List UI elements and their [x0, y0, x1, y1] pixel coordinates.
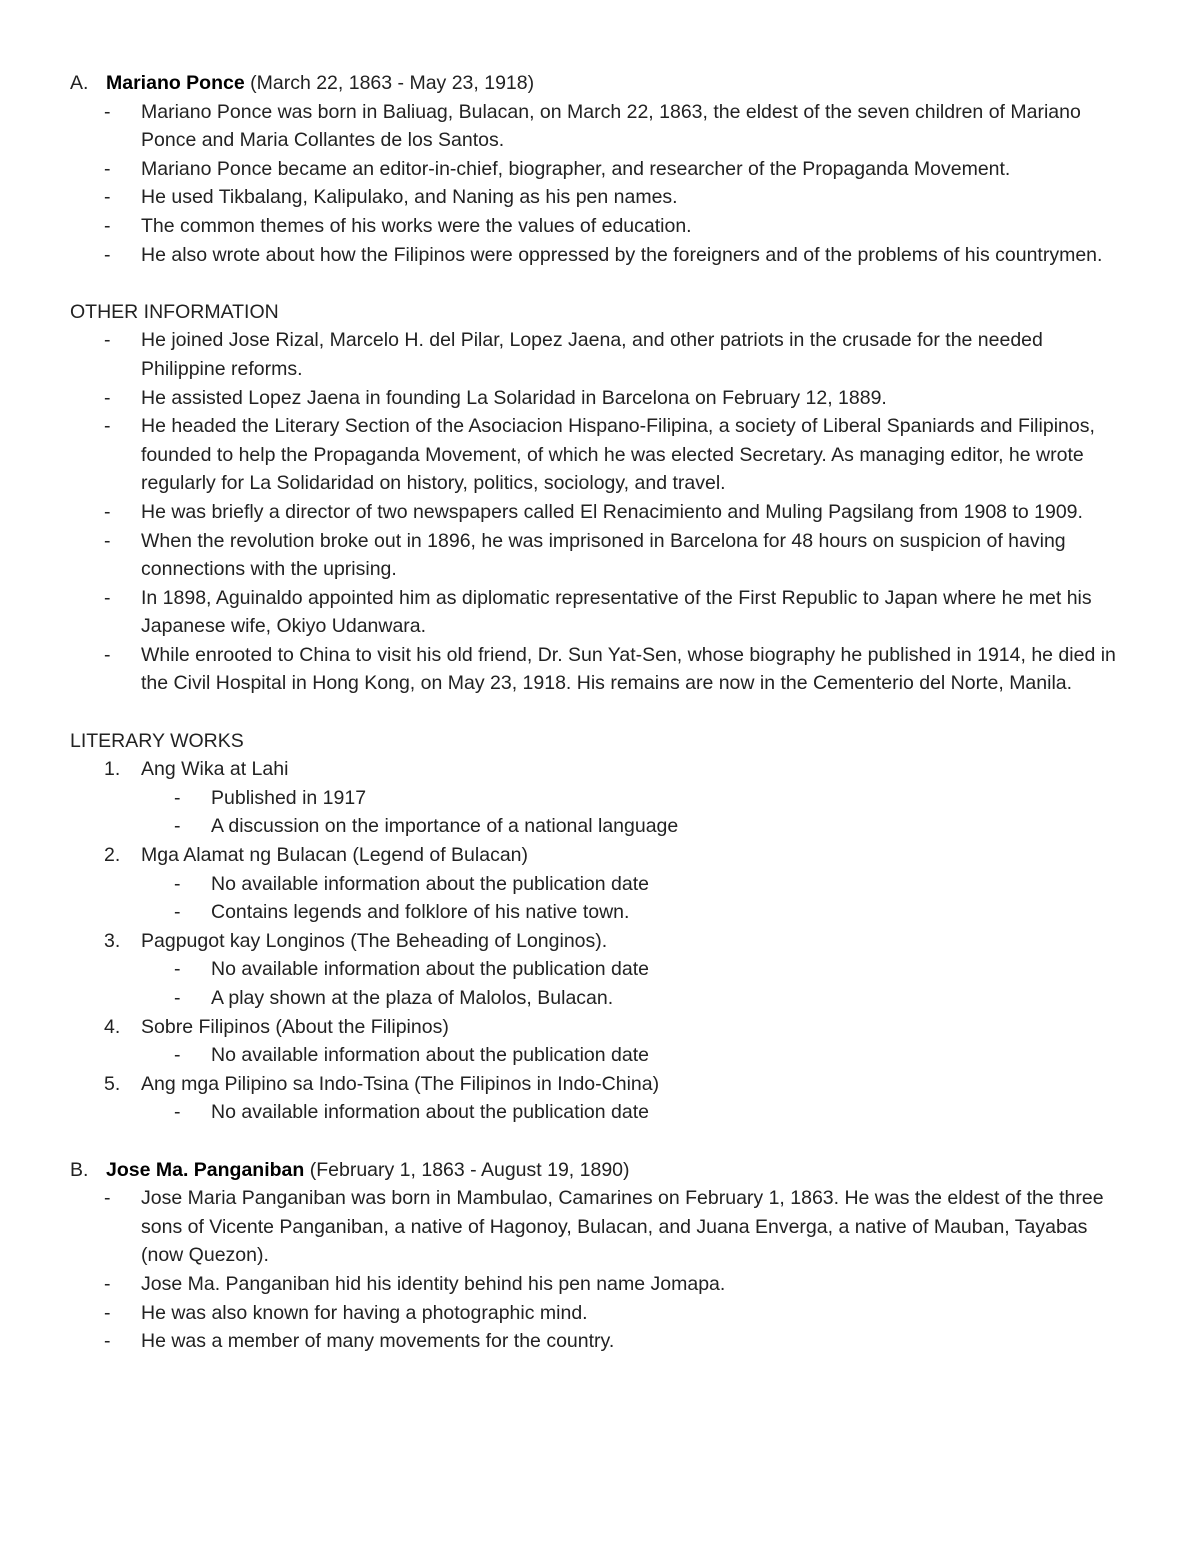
work-note: - A play shown at the plaza of Malolos, Bulacan. [174, 987, 614, 1009]
section-a-dates: (March 22, 1863 - May 23, 1918) [244, 72, 535, 94]
list-item: - He headed the Literary Section of the Asociacion Hispano-Filipina, a society of Liberal Spaniards and Filipinos, founded to help the Propaganda Movement, of which he was elected Secretary. As managing editor, he wrote regularly for La Solidaridad on history, politics, sociology, and travel. [104, 415, 1095, 495]
literary-works-heading: LITERARY WORKS [70, 729, 244, 752]
work-note: - No available information about the publication date [174, 1044, 649, 1067]
section-b-name: Jose Ma. Panganiban [106, 1158, 305, 1181]
list-item: - While enrooted to China to visit his old friend, Dr. Sun Yat-Sen, whose biography he published in 1914, he died in the Civil Hospital in Hong Kong, on May 23, 1918. His remains are now in the Cementerio del Norte, Manila. [104, 643, 1116, 695]
literary-work-item: 1. Ang Wika at Lahi - Published in 1917 - A discussion on the importance of a national language [70, 755, 1130, 841]
section-b-dates: (February 1, 1863 - August 19, 1890) [304, 1158, 630, 1181]
section-b-bullets [70, 1184, 1130, 1356]
spacer [70, 1127, 1130, 1156]
work-note: - No available information about the publication date [174, 958, 649, 981]
work-note: - Contains legends and folklore of his native town. [174, 901, 630, 924]
list-item: - He used Tikbalang, Kalipulako, and Naning as his pen names. [104, 186, 678, 209]
list-item: - He was also known for having a photographic mind. [104, 1301, 588, 1324]
list-item: - Jose Maria Panganiban was born in Mambulao, Camarines on February 1, 1863. He was the eldest of the three sons of Vicente Panganiban, a native of Hagonoy, Bulacan, and Juana Enverga, a native of Mauban, Tayabas (now Quezon). [104, 1187, 1104, 1267]
section-a-heading [70, 69, 1130, 98]
spacer [70, 269, 1130, 298]
list-item: - The common themes of his works were the values of education. [104, 214, 692, 237]
work-title: Ang Wika at Lahi [141, 758, 289, 781]
other-information-bullets [70, 326, 1130, 698]
section-a-bullets [70, 98, 1130, 270]
literary-works-list [70, 755, 1130, 1127]
spacer [70, 698, 1130, 727]
work-note: - Published in 1917 [174, 786, 367, 809]
list-item: - He assisted Lopez Jaena in founding La Solaridad in Barcelona on February 12, 1889. [104, 386, 887, 409]
list-item: - Jose Ma. Panganiban hid his identity behind his pen name Jomapa. [104, 1272, 726, 1295]
other-information-heading: OTHER INFORMATION [70, 300, 279, 323]
list-item: - Mariano Ponce became an editor-in-chief, biographer, and researcher of the Propaganda Movement. [104, 157, 1011, 180]
section-a-name: Mariano Ponce [106, 72, 245, 94]
work-title: Ang mga Pilipino sa Indo-Tsina (The Filipinos in Indo-China) [141, 1072, 660, 1095]
work-title: Mga Alamat ng Bulacan (Legend of Bulacan) [141, 844, 529, 867]
work-note: - A discussion on the importance of a national language [174, 815, 679, 838]
list-item: - In 1898, Aguinaldo appointed him as diplomatic representative of the First Republic to Japan where he met his Japanese wife, Okiyo Udanwara. [104, 586, 1092, 638]
section-a-letter: A. [70, 72, 89, 94]
list-item: - He also wrote about how the Filipinos were oppressed by the foreigners and of the problems of his countrymen. [104, 243, 1103, 266]
list-item: - He was a member of many movements for the country. [104, 1330, 615, 1353]
list-item: - He was briefly a director of two newspapers called El Renacimiento and Muling Pagsilang from 1908 to 1909. [104, 500, 1083, 523]
list-item: - He joined Jose Rizal, Marcelo H. del Pilar, Lopez Jaena, and other patriots in the crusade for the needed Philippine reforms. [104, 329, 1043, 380]
work-note: - No available information about the publication date [174, 1101, 649, 1124]
list-item: - When the revolution broke out in 1896, he was imprisoned in Barcelona for 48 hours on suspicion of having connections with the uprising. [104, 529, 1066, 581]
list-item: - Mariano Ponce was born in Baliuag, Bulacan, on March 22, 1863, the eldest of the seven children of Mariano Ponce and Maria Collantes de los Santos. [104, 100, 1081, 152]
section-b-letter: B. [70, 1158, 89, 1181]
literary-work-item: 2. Mga Alamat ng Bulacan (Legend of Bulacan) - No available information about the publication date - Contains legends and folklore of his native town. [70, 841, 1130, 927]
work-title: Sobre Filipinos (About the Filipinos) [141, 1015, 449, 1038]
section-b-heading [70, 1156, 1130, 1185]
literary-work-item: 4. Sobre Filipinos (About the Filipinos) - No available information about the publication date [70, 1013, 1130, 1070]
work-note: - No available information about the publication date [174, 872, 649, 895]
work-title: Pagpugot kay Longinos (The Beheading of Longinos). [141, 929, 608, 952]
literary-work-item: 5. Ang mga Pilipino sa Indo-Tsina (The Filipinos in Indo-China) - No available information about the publication date [70, 1070, 1130, 1127]
literary-work-item: 3. Pagpugot kay Longinos (The Beheading of Longinos). - No available information about the publication date - A play shown at the plaza of Malolos, Bulacan. [70, 927, 1130, 1013]
